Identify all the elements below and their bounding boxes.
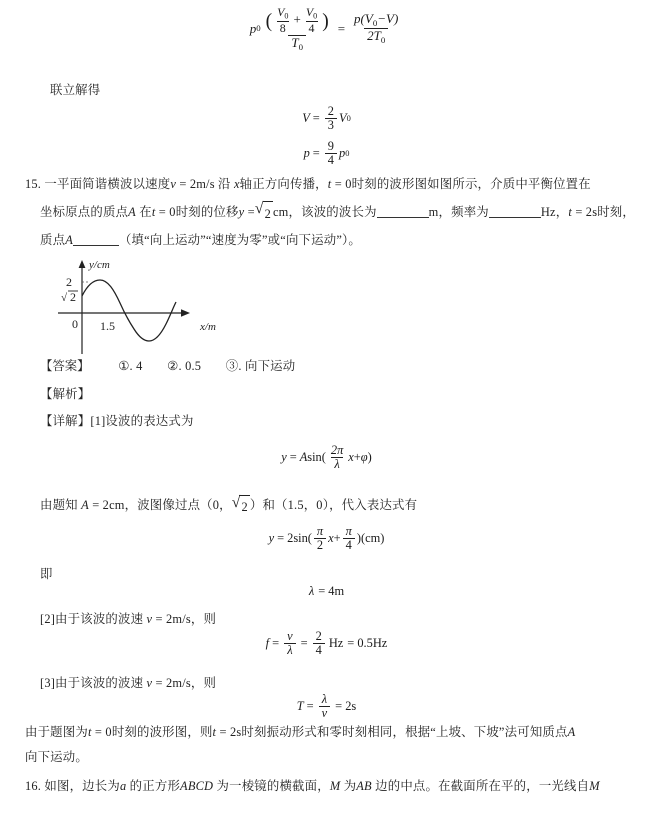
- q15-l2-t2: t: [568, 205, 572, 219]
- equation-lambda: [0, 585, 653, 599]
- eqp-equals1: =: [306, 698, 314, 713]
- detail-conclusion-line-1: [25, 720, 640, 744]
- q16-var-m: M: [329, 779, 341, 793]
- q16-number: 16.: [25, 779, 42, 793]
- answer-item-2-marker: ②.: [167, 359, 182, 373]
- result-p-lhs: p: [303, 145, 310, 160]
- result-v-var-sub: 0: [346, 112, 351, 123]
- equation-general-wave: [0, 444, 653, 471]
- q15-l2-unit2: m，: [428, 205, 452, 219]
- eqs-close: )(cm): [356, 530, 385, 545]
- eqg-equals: =: [289, 449, 297, 464]
- eqg-phi: φ: [360, 449, 368, 464]
- q15-l2-unit3: Hz，: [540, 205, 569, 219]
- step2-b: 则: [203, 612, 217, 626]
- top-eq-plus: +: [293, 11, 301, 27]
- q15-sqrt2-radicand: 2: [263, 201, 273, 226]
- q15-l2-a: 坐标原点的质点: [40, 205, 129, 219]
- q15-l2-e: 频率为: [451, 205, 489, 219]
- detail-step-1: [40, 410, 194, 432]
- q15-l3-a: 质点: [40, 233, 66, 247]
- waveform-graph: [48, 258, 288, 356]
- q15-l2-b: 在: [139, 205, 152, 219]
- answer-item-3-marker: ③.: [225, 359, 242, 373]
- known-sqrt2: √ 2: [232, 495, 250, 518]
- eqg-sin: sin(: [307, 449, 326, 464]
- question-15-line-3: [40, 228, 645, 252]
- q16-var-abcd: ABCD: [180, 779, 214, 793]
- known-A: A: [81, 498, 89, 512]
- top-eq-rhs-num-tail: −V): [377, 11, 399, 27]
- graph-x-tick-1-5: 1.5: [100, 319, 115, 333]
- q15-sqrt2: √ 2: [255, 201, 273, 226]
- top-eq-rhs-num: p(V: [354, 11, 373, 27]
- eqs-num1: π: [316, 524, 324, 538]
- q16-e: 边的中点。在截面所在平的，一光线自: [375, 779, 590, 793]
- top-eq-t0: T: [291, 34, 299, 50]
- q15-l1-t: t: [327, 177, 332, 191]
- eqg-num: 2π: [330, 443, 344, 457]
- q15-l1-d: 时刻的波形图如图所示，介质中平衡位置在: [351, 177, 591, 191]
- solve-label: 联立解得: [50, 83, 101, 97]
- eqf-result: = 0.5Hz: [347, 635, 388, 650]
- eqg-y: y: [281, 449, 287, 464]
- eqs-sin: sin(: [293, 530, 312, 545]
- equation-frequency: [0, 630, 653, 657]
- answer-item-3: [226, 355, 296, 377]
- known-A-eq: = 2cm，: [92, 498, 138, 512]
- top-eq-p0: p: [249, 20, 257, 36]
- top-eq-v0a: V: [277, 5, 285, 19]
- eqg-close: ): [367, 449, 372, 464]
- q15-l2-f: 时刻，: [597, 205, 635, 219]
- answer-item-2: [167, 355, 201, 377]
- eqs-x: x: [328, 530, 334, 545]
- eql-value: = 4m: [318, 584, 345, 598]
- q15-l2-A: A: [128, 205, 136, 219]
- eqg-plus: +: [353, 449, 361, 464]
- q15-l2-d: 该波的波长为: [301, 205, 377, 219]
- concl-t2: t: [212, 725, 217, 739]
- eqf-num1: v: [287, 629, 293, 643]
- equation-period: [0, 693, 653, 720]
- q16-b: 的正方形: [129, 779, 181, 793]
- step2-v: v: [146, 612, 153, 626]
- top-eq-p0-sub: 0: [256, 23, 261, 34]
- detail-step-2: [40, 608, 216, 630]
- top-equation: [0, 6, 653, 52]
- known-sqrt2-radicand: 2: [239, 495, 249, 518]
- answer-item-2-value: 0.5: [185, 359, 202, 373]
- q15-blank-motion[interactable]: [73, 232, 119, 246]
- q15-l2-unit: cm，: [272, 205, 302, 219]
- step3-v: v: [146, 676, 153, 690]
- concl-a: 由于题图为: [25, 725, 88, 739]
- answer-item-1-value: 4: [136, 359, 143, 373]
- top-eq-lhs-fraction: ( $\frac{V_0}{8}$ + $\frac{V_0}{4}$ ) $T_0$: [265, 5, 329, 52]
- q15-l2-c: 时刻的位移: [175, 205, 239, 219]
- step2-a: [2]由于该波的波速: [40, 612, 144, 626]
- graph-x-axis-arrow: [181, 309, 190, 316]
- q16-var-ab: AB: [356, 779, 372, 793]
- q16-a: 如图，边长为: [44, 779, 120, 793]
- q15-l2-y: y: [238, 205, 245, 219]
- q15-blank-frequency[interactable]: [489, 204, 541, 218]
- detail-ji-label: 即: [40, 567, 53, 581]
- eqp-den: v: [319, 706, 331, 720]
- concl-c: 时刻振动形式和零时刻相同，根据“上坡、下坡”法可知质点: [241, 725, 568, 739]
- graph-y-tick-sqrt2: 2: [70, 290, 76, 304]
- q15-l1-t-eq: = 0: [334, 177, 352, 191]
- eqg-x: x: [348, 449, 354, 464]
- q15-l1-c: 轴正方向传播，: [239, 177, 328, 191]
- top-eq-rhs-fraction: [351, 12, 401, 45]
- step3-v-eq: = 2m/s，: [155, 676, 204, 690]
- concl-A: A: [567, 725, 576, 739]
- eqf-num2: 2: [315, 629, 322, 643]
- q15-l1-v-eq: = 2m/s: [179, 177, 215, 191]
- concl-b: 时刻的波形图，则: [111, 725, 213, 739]
- result-v-num: 2: [327, 104, 334, 118]
- step3-a: [3]由于该波的波速: [40, 676, 144, 690]
- top-eq-rhs-den: 2T: [367, 28, 381, 44]
- top-eq-den8: 8: [277, 21, 289, 35]
- question-15-line-2: [40, 200, 645, 226]
- detail-label: 【详解】: [40, 414, 91, 428]
- result-p-equals: =: [312, 145, 320, 160]
- graph-y-axis-label: y/cm: [89, 259, 110, 271]
- eqf-den2: 4: [313, 643, 325, 657]
- known-b: 波图像过点（0，: [137, 498, 232, 512]
- answer-label: 【答案】: [40, 359, 90, 373]
- top-eq-rhs-num-sub: 0: [372, 18, 378, 29]
- q15-number: 15.: [25, 177, 42, 191]
- detail-step-1-text: [1]设波的表达式为: [90, 414, 194, 428]
- eqs-num2: π: [345, 524, 352, 538]
- result-p-den: 4: [325, 153, 337, 167]
- top-eq-den4: 4: [306, 21, 318, 35]
- eqp-T: T: [296, 698, 304, 713]
- answer-item-1-marker: ①.: [118, 359, 133, 373]
- eqp-result: = 2s: [335, 698, 357, 713]
- eqs-plus: +: [333, 530, 341, 545]
- eqs-equals: =: [277, 530, 285, 545]
- eqf-den1: λ: [284, 643, 295, 657]
- q15-l3-A: A: [65, 233, 73, 247]
- question-15-line-1: [25, 172, 640, 196]
- result-p-var: p: [338, 145, 346, 160]
- answer-item-3-value: 向下运动: [244, 359, 296, 373]
- question-16-line-1: [25, 774, 645, 798]
- graph-origin-label: 0: [72, 317, 78, 331]
- result-p-var-sub: 0: [345, 147, 350, 158]
- graph-x-axis-label: x/m: [200, 321, 216, 333]
- q15-l1-b: 沿: [218, 177, 231, 191]
- known-c: ）和（1.5，0），代入表达式有: [249, 498, 418, 512]
- eqp-num: λ: [321, 692, 328, 706]
- answer-item-1: [118, 355, 142, 377]
- q15-l2-t2-eq: = 2s: [575, 205, 598, 219]
- result-equation-p: [0, 140, 653, 167]
- analysis-label: 【解析】: [40, 387, 91, 401]
- concl-t-eq: = 0: [94, 725, 112, 739]
- q15-l3-b: （填“向上运动”“速度为零”或“向下运动”）。: [118, 233, 362, 247]
- q16-c: 为一棱镜的横截面，: [216, 779, 330, 793]
- q15-blank-wavelength[interactable]: [377, 204, 429, 218]
- q15-l1-v: v: [170, 177, 177, 191]
- result-v-den: 3: [325, 118, 337, 132]
- q15-l1-a: 一平面简谐横波以速度: [44, 177, 171, 191]
- eqg-den: λ: [331, 457, 342, 471]
- top-eq-equals: =: [337, 20, 346, 36]
- q15-l2-y-eq: =: [247, 205, 255, 219]
- q16-var-a: a: [119, 779, 127, 793]
- graph-y-tick-2: 2: [66, 275, 72, 289]
- result-equation-v: [0, 105, 653, 132]
- equation-specific-wave: [0, 525, 653, 552]
- eqf-unit: Hz: [328, 635, 344, 650]
- eqs-coef: 2: [287, 530, 294, 545]
- concl-t2-eq: = 2s: [219, 725, 242, 739]
- eql-lambda: λ: [308, 584, 315, 598]
- detail-step-3: [40, 672, 216, 694]
- detail-known-line: [40, 494, 640, 518]
- graph-y-tick-sqrt2-sign: √: [61, 292, 68, 304]
- step3-b: 则: [203, 676, 217, 690]
- top-eq-v0b: V: [305, 5, 314, 19]
- top-eq-t0-sub: 0: [298, 41, 303, 52]
- eqf-f: f: [265, 635, 270, 650]
- step2-v-eq: = 2m/s，: [155, 612, 204, 626]
- concl-t: t: [87, 725, 92, 739]
- eqs-den2: 4: [343, 538, 355, 552]
- top-eq-rhs-den-sub: 0: [380, 35, 386, 46]
- graph-sine-curve: [82, 280, 176, 341]
- answer-row: [40, 355, 295, 377]
- result-v-lhs: V: [302, 110, 310, 125]
- result-v-var: V: [338, 110, 347, 125]
- q16-d: 为: [343, 779, 357, 793]
- eqs-y: y: [268, 530, 275, 545]
- result-v-equals: =: [312, 110, 320, 125]
- known-a: 由题知: [40, 498, 78, 512]
- q16-var-m2: M: [589, 779, 600, 793]
- q15-l2-t-eq: = 0: [158, 205, 176, 219]
- q15-l2-t: t: [151, 205, 156, 219]
- eqs-den1: 2: [314, 538, 326, 552]
- eqg-A: A: [299, 449, 308, 464]
- graph-y-axis-arrow: [79, 260, 86, 268]
- result-p-num: 9: [327, 139, 334, 153]
- top-eq-v0a-sub: 0: [284, 11, 289, 21]
- eqf-equals2: =: [300, 635, 308, 650]
- q15-l1-x: x: [233, 177, 240, 191]
- eqf-equals1: =: [272, 635, 280, 650]
- detail-conclusion-line-2: 向下运动。: [25, 750, 88, 764]
- top-eq-v0b-sub: 0: [313, 11, 318, 21]
